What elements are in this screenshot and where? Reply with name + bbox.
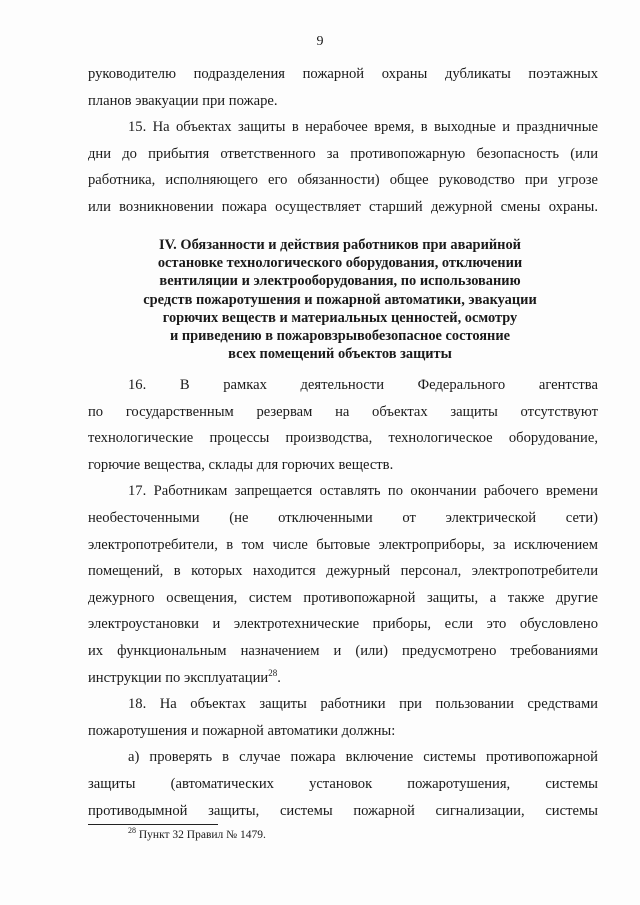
footnote-mark: 28 [128,826,136,836]
paragraph-18-start: 18. На объектах защиты работники при пользовании средствами [128,696,598,713]
subparagraph-a-start: а) проверять в случае пожара включение системы противопожарной [128,749,598,766]
heading-line: и приведению в пожаровзрывобезопасное состояние [169,327,511,344]
heading-line: средств пожаротушения и пожарной автоматики, эвакуации [143,291,537,308]
footnote-text: Пункт 32 Правил № 1479. [138,829,266,841]
text-line: пожаротушения и пожарной автоматики должны: [88,722,396,739]
text-line: необесточенными (не отключенными от электрической сети) [88,509,598,526]
text-line: их функциональным назначением и (или) предусмотрено требованиями [88,642,598,659]
text-line: руководителю подразделения пожарной охраны дубликаты поэтажных [88,66,598,82]
text-line: противодымной защиты, системы пожарной сигнализации, системы [88,802,598,819]
heading-line: горючих веществ и материальных ценностей, осмотру [162,309,518,326]
text-line: работника, исполняющего его обязанности) общее руководство при угрозе [88,172,598,189]
text-line: технологические процессы производства, технологическое оборудование, [88,430,598,447]
text-line: электропотребители, в том числе бытовые электроприборы, за исключением [88,536,598,553]
text-block-2 [88,372,598,824]
heading-line: IV. Обязанности и действия работников при аварийной [159,237,521,253]
text-line: дни до прибытия ответственного за противопожарную безопасность (или [88,145,598,162]
text-line: планов эвакуации при пожаре. [88,92,278,109]
text-line: горючие вещества, склады для горючих веществ. [88,456,394,473]
text-line: дежурного освещения, систем противопожарной защиты, а также другие [88,589,598,606]
page-number: 9 [316,34,324,49]
footnote [128,826,266,841]
heading-line: вентиляции и электрооборудования, по использованию [159,273,521,290]
paragraph-17-start: 17. Работникам запрещается оставлять по окончании рабочего времени [128,483,598,500]
text-line: помещений, в которых находится дежурный персонал, электропотребители [88,563,598,580]
text-line: инструкции по эксплуатации [88,669,269,686]
text-line-with-footnote: инструкции по эксплуатации$^{28}$. [88,667,281,686]
text-line: защиты (автоматических установок пожаротушения, системы [88,775,598,792]
footnote-reference: 28 [268,667,278,678]
heading-line: всех помещений объектов защиты [228,346,452,363]
text-line: электроустановки и электротехнические приборы, если это обусловлено [88,616,598,633]
text-line: по государственным резервам на объектах защиты отсутствуют [88,403,598,420]
text-line: или возникновении пожара осуществляет старший дежурной смены охраны. [88,198,598,215]
section-heading [100,236,580,363]
text-block-1 [88,61,598,221]
heading-line: остановке технологического оборудования, отключении [157,255,523,272]
paragraph-16-start: 16. В рамках деятельности Федерального агентства [128,377,598,393]
paragraph-15-start: 15. На объектах защиты в нерабочее время, в выходные и праздничные [128,119,598,136]
footnote-divider [88,824,218,825]
